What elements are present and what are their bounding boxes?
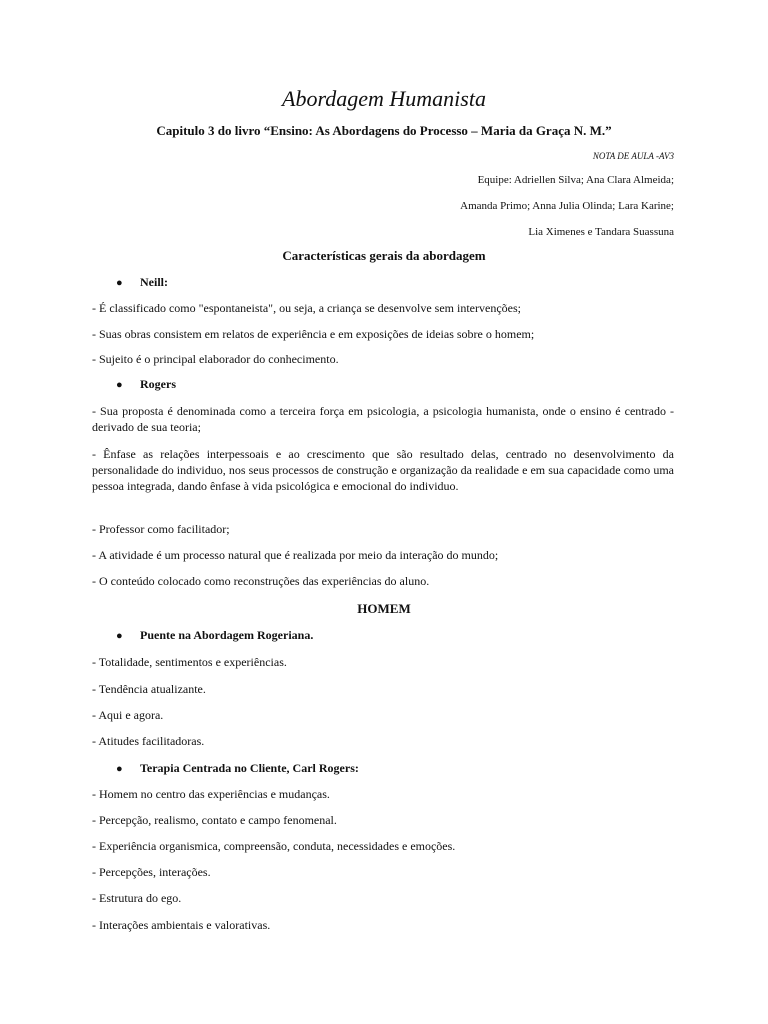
bullet-label: Neill:: [140, 275, 168, 289]
neill-line-1: - É classificado como "espontaneista", ou seja, a criança se desenvolve sem intervenções;: [92, 301, 521, 315]
bullet-icon: ●: [116, 277, 123, 289]
rogers-line-2: - A atividade é um processo natural que é realizada por meio da interação do mundo;: [92, 548, 499, 562]
rogers-paragraph-2: - Ênfase as relações interpessoais e ao crescimento que são resultado delas, centrado no desenvolvimento da personalidade do individuo, nos seus processos de construção e organização da realidade e em sua capacidade como uma pessoa integrada, dando ênfase à vida psicológica e emocional do individuo.: [92, 447, 674, 493]
section-heading-general: Características gerais da abordagem: [282, 248, 486, 263]
puente-line-1: - Totalidade, sentimentos e experiências.: [92, 655, 287, 669]
puente-line-3: - Aqui e agora.: [92, 708, 164, 722]
class-note-label: NOTA DE AULA -AV3: [592, 151, 674, 161]
puente-line-2: - Tendência atualizante.: [92, 682, 206, 696]
bullet-rogers: [116, 377, 176, 392]
doc-subtitle: Capitulo 3 do livro “Ensino: As Abordagens do Processo – Maria da Graça N. M.”: [156, 123, 612, 138]
team-line-2: Amanda Primo; Anna Julia Olinda; Lara Karine;: [460, 200, 674, 212]
bullet-label: Rogers: [140, 377, 176, 391]
bullet-label: Terapia Centrada no Cliente, Carl Rogers:: [140, 761, 359, 775]
rogers-paragraph-1: - Sua proposta é denominada como a terceira força em psicologia, a psicologia humanista, onde o ensino é centrado - derivado de sua teoria;: [92, 404, 674, 434]
neill-line-3: - Sujeito é o principal elaborador do conhecimento.: [92, 352, 339, 366]
terapia-line-6: - Interações ambientais e valorativas.: [92, 918, 271, 932]
bullet-terapia: [116, 761, 359, 776]
terapia-line-1: - Homem no centro das experiências e mudanças.: [92, 787, 330, 801]
terapia-line-2: - Percepção, realismo, contato e campo fenomenal.: [92, 813, 337, 827]
bullet-icon: ●: [116, 379, 123, 391]
bullet-icon: ●: [116, 630, 123, 642]
neill-line-2: - Suas obras consistem em relatos de experiência e em exposições de ideias sobre o homem;: [92, 327, 535, 341]
bullet-icon: ●: [116, 763, 123, 775]
doc-title: Abordagem Humanista: [282, 86, 486, 111]
terapia-line-4: - Percepções, interações.: [92, 865, 211, 879]
team-line-3: Lia Ximenes e Tandara Suassuna: [528, 226, 674, 238]
puente-line-4: - Atitudes facilitadoras.: [92, 734, 205, 748]
bullet-neill: [116, 275, 168, 290]
section-heading-homem: HOMEM: [357, 601, 411, 616]
rogers-line-3: - O conteúdo colocado como reconstruções das experiências do aluno.: [92, 574, 430, 588]
bullet-label: Puente na Abordagem Rogeriana.: [140, 628, 314, 642]
team-line-1: Equipe: Adriellen Silva; Ana Clara Almeida;: [477, 174, 674, 186]
bullet-puente: [116, 628, 313, 643]
rogers-line-1: - Professor como facilitador;: [92, 522, 230, 536]
terapia-line-5: - Estrutura do ego.: [92, 891, 182, 905]
terapia-line-3: - Experiência organismica, compreensão, conduta, necessidades e emoções.: [92, 839, 456, 853]
